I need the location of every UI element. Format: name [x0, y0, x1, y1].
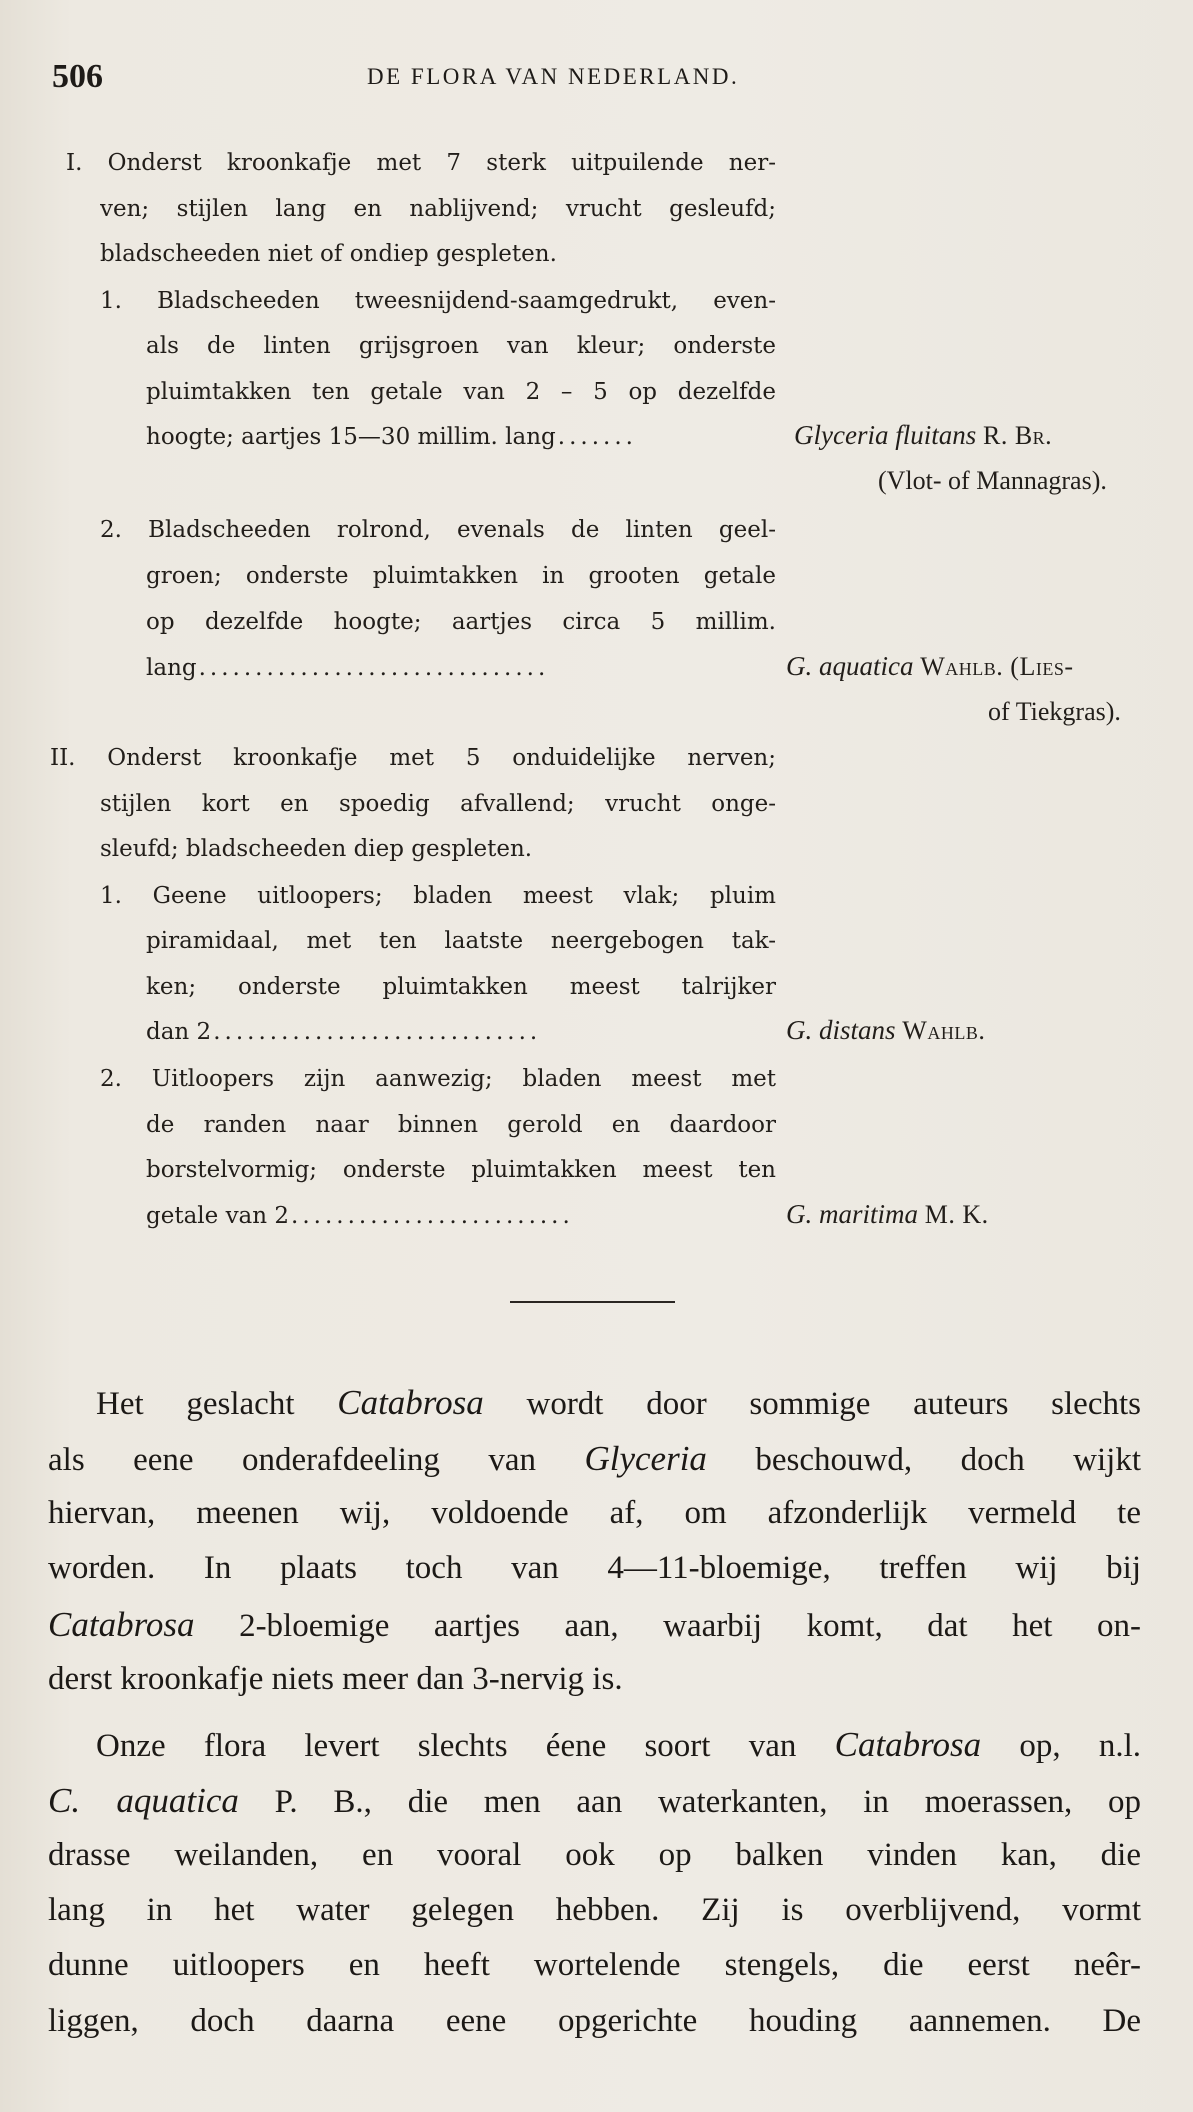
dot-leader: ....... [557, 424, 637, 450]
paragraph-line [48, 1383, 1141, 1423]
key-line: 1. Geene uitloopers; bladen meest vlak; pluim [100, 883, 776, 909]
common-name: of Tiekgras). [988, 697, 1121, 726]
species-author: M. K. [924, 1200, 989, 1229]
key-line: stijlen kort en spoedig afvallend; vrucht onge- [100, 791, 776, 817]
dot-leader: ......................... [291, 1203, 574, 1229]
paragraph-line: liggen, doch daarna eene opgerichte houding aannemen. De [48, 2003, 1141, 2039]
key-line: piramidaal, met ten laatste neergebogen tak- [146, 928, 776, 954]
key-line: bladscheeden niet of ondiep gespleten. [100, 241, 557, 267]
paragraph-line [48, 1781, 1141, 1821]
key-line: als de linten grijsgroen van kleur; onderste [146, 333, 776, 359]
key-lead-line [146, 1019, 771, 1045]
species-author: Wahlb. (Lies- [920, 652, 1074, 681]
key-lead-line [146, 1203, 771, 1229]
species-name [786, 1199, 989, 1230]
key-lead-line [146, 424, 771, 450]
paragraph-line [48, 1605, 1141, 1645]
key-line: II. Onderst kroonkafje met 5 onduidelijke nerven; [50, 745, 776, 771]
key-lead-line [146, 655, 771, 681]
species-name [786, 651, 1074, 682]
species-genus: G. maritima [786, 1199, 919, 1229]
page-number: 506 [52, 58, 103, 95]
paragraph-line: derst kroonkafje niets meer dan 3-nervig is. [48, 1661, 623, 1697]
key-line: 2. Uitloopers zijn aanwezig; bladen meest met [100, 1066, 776, 1092]
italic-genus: Catabrosa [834, 1725, 982, 1764]
key-line: ven; stijlen lang en nablijvend; vrucht gesleufd; [100, 196, 776, 222]
species-name [786, 1015, 985, 1046]
species-genus: Glyceria fluitans [794, 420, 977, 450]
common-name: (Vlot- of Mannagras). [878, 466, 1107, 495]
key-line: op dezelfde hoogte; aartjes circa 5 millim. [146, 609, 776, 635]
paragraph-line: drasse weilanden, en vooral ook op balken vinden kan, die [48, 1837, 1141, 1873]
running-title: DE FLORA VAN NEDERLAND. [367, 64, 740, 89]
text-run: Het geslacht [96, 1386, 295, 1422]
dot-leader: ............................. [213, 1019, 542, 1045]
species-author: R. Br. [982, 421, 1053, 450]
key-line: pluimtakken ten getale van 2 – 5 op dezelfde [146, 379, 776, 405]
text-run: 2-bloemige aartjes aan, waarbij komt, dat het on- [239, 1608, 1141, 1644]
paragraph-line [48, 1725, 1141, 1765]
text-run: beschouwd, doch wijkt [755, 1442, 1141, 1478]
key-line: borstelvormig; onderste pluimtakken meest ten [146, 1157, 776, 1183]
text-run: als eene onderafdeeling van [48, 1442, 537, 1478]
key-line: hoogte; aartjes 15—30 millim. lang [146, 424, 556, 450]
key-line: de randen naar binnen gerold en daardoor [146, 1112, 776, 1138]
text-run: P. B., die men aan waterkanten, in moerassen, op [274, 1784, 1141, 1820]
species-genus: G. distans [786, 1015, 896, 1045]
italic-species: C. aquatica [48, 1781, 239, 1820]
italic-genus: Catabrosa [48, 1605, 195, 1644]
species-name [794, 420, 1052, 451]
key-line: getale van 2 [146, 1203, 290, 1229]
key-line: groen; onderste pluimtakken in grooten getale [146, 563, 776, 589]
text-run: op, n.l. [1019, 1728, 1141, 1764]
key-line: I. Onderst kroonkafje met 7 sterk uitpuilende ner- [66, 150, 776, 176]
italic-genus: Catabrosa [337, 1383, 484, 1422]
italic-genus: Glyceria [584, 1439, 707, 1478]
key-line: dan 2 [146, 1019, 212, 1045]
dot-leader: ............................... [198, 655, 550, 681]
text-run: wordt door sommige auteurs slechts [526, 1386, 1141, 1422]
page-header [52, 58, 1152, 102]
key-line: 1. Bladscheeden tweesnijdend-saamgedrukt, even- [100, 288, 776, 314]
key-line: 2. Bladscheeden rolrond, evenals de linten geel- [100, 517, 776, 543]
paragraph-line: worden. In plaats toch van 4—11-bloemige, treffen wij bij [48, 1550, 1141, 1586]
paragraph-line [48, 1439, 1141, 1479]
species-genus: G. aquatica [786, 651, 914, 681]
paragraph-line: lang in het water gelegen hebben. Zij is overblijvend, vormt [48, 1892, 1141, 1928]
text-run: Onze flora levert slechts éene soort van [96, 1728, 797, 1764]
paragraph-line: dunne uitloopers en heeft wortelende stengels, die eerst neêr- [48, 1947, 1141, 1983]
paragraph-line: hiervan, meenen wij, voldoende af, om afzonderlijk vermeld te [48, 1495, 1141, 1531]
section-divider [510, 1301, 675, 1303]
species-author: Wahlb. [902, 1016, 986, 1045]
key-line: sleufd; bladscheeden diep gespleten. [100, 836, 533, 862]
key-line: lang [146, 655, 197, 681]
key-line: ken; onderste pluimtakken meest talrijker [146, 974, 776, 1000]
